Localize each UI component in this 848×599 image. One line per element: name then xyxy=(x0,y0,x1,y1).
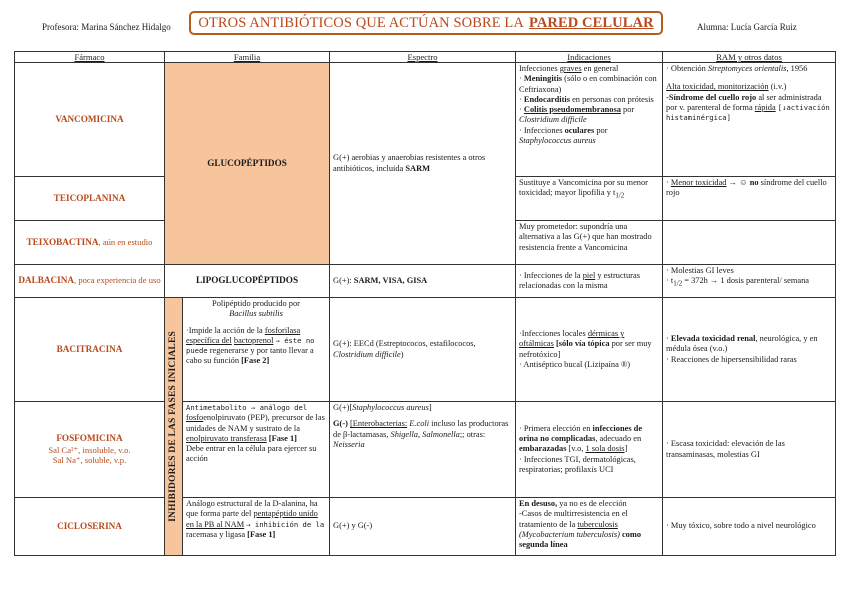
ram-fosfomicina: · Escasa toxicidad: elevación de las transaminasas, molestias GI xyxy=(663,402,836,498)
indications-dalbacina: · Infecciones de la piel y estructuras relacionadas con la misma xyxy=(516,265,663,298)
phase-band xyxy=(165,298,183,556)
col-header-farmaco: Fármaco xyxy=(15,52,165,63)
spectrum-cicloserina: G(+) y G(-) xyxy=(330,498,516,556)
indications-fosfomicina: · Primera elección en infecciones de orina no complicadas, adecuado en embarazadas [v.o, 1 sola dosis] · Infecciones TGI, dermatológicas, respiratorias; profilaxis UCI xyxy=(516,402,663,498)
student-name: Alumna: Lucía García Ruiz xyxy=(697,22,797,32)
ram-dalbacina: · Molestias GI leves · $t_{1/2} = 372h \to 1$ dosis parenteral/ semana xyxy=(663,265,836,298)
col-header-indicaciones: Indicaciones xyxy=(516,52,663,63)
col-header-familia: Familia xyxy=(165,52,330,63)
col-header-ram: RAM y otros datos xyxy=(663,52,836,63)
indications-cicloserina: En desuso, ya no es de elección -Casos de multirresistencia en el tratamiento de la tuberculosis (Mycobacterium tuberculosis) como segunda línea xyxy=(516,498,663,556)
table-row xyxy=(15,63,836,177)
drug-cicloserina: CICLOSERINA xyxy=(15,498,165,556)
col-header-espectro: Espectro xyxy=(330,52,516,63)
indications-teixobactina: Muy prometedor: supondría una alternativa a las G(+) que han mostrado resistencia frente a Vancomicina xyxy=(516,221,663,265)
teacher-name: Profesora: Marina Sánchez Hidalgo xyxy=(42,22,171,32)
table-row xyxy=(15,402,836,498)
page-title xyxy=(189,11,663,35)
spectrum-fosfomicina: G(+)[Staphylococcus aureus] G(-) [Enterobacterias: E.coli incluso las productoras de β-lactamasas, Shigella, Salmonella;; otras: Neisseria xyxy=(330,402,516,498)
indications-bacitracina: ·Infecciones locales dérmicas y oftálmicas [sólo vía tópica por ser muy nefrotóxico] · Antiséptico bucal (Lizipaína ®) xyxy=(516,298,663,402)
ram-cicloserina: · Muy tóxico, sobre todo a nivel neurológico xyxy=(663,498,836,556)
family-bacitracina: Polipéptido producido por Bacillus subtilis ·Impide la acción de la fosforilasa específica del bactoprenol → éste no puede regenerarse y por tanto llevar a cabo su función [Fase 2] xyxy=(183,298,330,402)
indications-teicoplanina: Sustituye a Vancomicina por su menor toxicidad; mayor lipofilia y $t_{1/2}$ xyxy=(516,177,663,221)
drug-dalbacina: DALBACINA, poca experiencia de uso xyxy=(15,265,165,298)
title-highlight: PARED CELULAR xyxy=(528,14,654,31)
phase-band-label: INHIBIDORES DE LAS FASES INICIALES xyxy=(167,331,178,522)
family-glucopeptidos: GLUCOPÉPTIDOS xyxy=(165,63,330,265)
ram-bacitracina: · Elevada toxicidad renal, neurológica, y en médula ósea (v.o.) · Reacciones de hipersensibilidad raras xyxy=(663,298,836,402)
indications-vancomicina: Infecciones graves en general · Meningitis (sólo o en combinación con Ceftriaxona) · Endocarditis en personas con prótesis · Colitis pseudomembranosa por Clostridium difficile · Infecciones oculares por Staphylococcus aureus xyxy=(516,63,663,177)
drug-teixobactina: TEIXOBACTINA, aún en estudio xyxy=(15,221,165,265)
antibiotics-table xyxy=(14,51,836,556)
spectrum-bacitracina: G(+): EECd (Estreptococos, estafilococos, Clostridium difficile) xyxy=(330,298,516,402)
title-main: OTROS ANTIBIÓTICOS QUE ACTÚAN SOBRE LA xyxy=(198,14,524,31)
spectrum-glucopeptidos: G(+) aerobias y anaerobias resistentes a otros antibióticos, incluida SARM xyxy=(330,63,516,265)
drug-bacitracina: BACITRACINA xyxy=(15,298,165,402)
table-row xyxy=(15,498,836,556)
table-row xyxy=(15,265,836,298)
table-header-row xyxy=(15,52,836,63)
ram-vancomicina: · Obtención Streptomyces orientalis, 1956 Alta toxicidad, monitorización (i.v.) -Síndrome del cuello rojo al ser administrada por v. parenteral de forma rápida [↓activación histaminérgica] xyxy=(663,63,836,177)
family-fosfomicina: Antimetabolito → análogo del fosfoenolpiruvato (PEP), precursor de las unidades de NAM y sustrato de la enolpiruvato transferasa [Fase 1] Debe entrar en la célula para ejercer su acción xyxy=(183,402,330,498)
drug-teicoplanina: TEICOPLANINA xyxy=(15,177,165,221)
drug-fosfomicina: FOSFOMICINA Sal Ca²⁺, insoluble, v.o. Sal Na⁺, soluble, v.p. xyxy=(15,402,165,498)
family-cicloserina: Análogo estructural de la D-alanina, ha que forma parte del pentapéptido unido en la PB al NAM → inhibición de la racemasa y ligasa [Fase 1] xyxy=(183,498,330,556)
family-lipoglucopeptidos: LIPOGLUCOPÉPTIDOS xyxy=(165,265,330,298)
table-row xyxy=(15,298,836,402)
ram-teixobactina xyxy=(663,221,836,265)
spectrum-dalbacina: G(+): SARM, VISA, GISA xyxy=(330,265,516,298)
ram-teicoplanina: · Menor toxicidad → ☺ no síndrome del cuello rojo xyxy=(663,177,836,221)
drug-vancomicina: VANCOMICINA xyxy=(15,63,165,177)
